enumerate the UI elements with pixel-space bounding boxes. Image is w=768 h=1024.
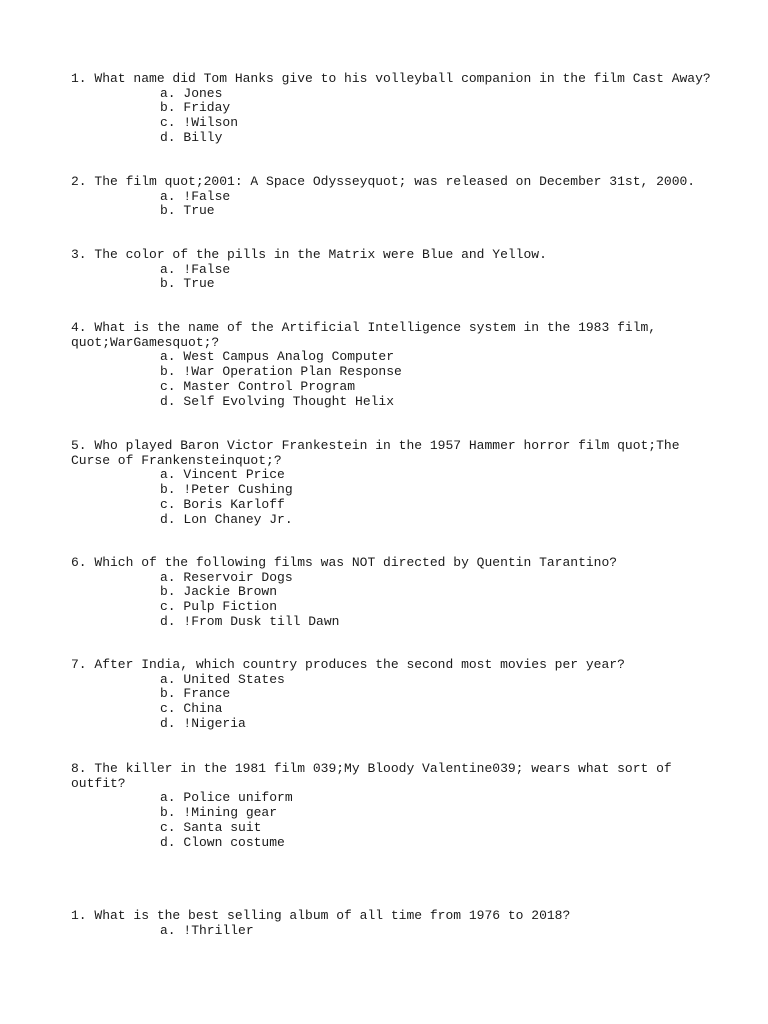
answer-option: c. China [160, 701, 223, 717]
answer-option: b. !Mining gear [160, 805, 278, 821]
question-2 [71, 175, 711, 219]
answer-option: b. True [160, 203, 215, 219]
question-1 [71, 72, 711, 146]
answer-options [71, 87, 711, 146]
answer-option: a. !Thriller [160, 922, 254, 938]
answer-option: a. !False [160, 261, 231, 277]
question-text: 1. What is the best selling album of all time from 1976 to 2018? [71, 908, 571, 923]
question-7 [71, 658, 711, 732]
answer-option: d. Self Evolving Thought Helix [160, 393, 395, 409]
answer-options [71, 468, 711, 527]
answer-option: a. Police uniform [160, 790, 293, 806]
answer-option: b. Friday [160, 100, 231, 116]
answer-options [71, 263, 711, 292]
question-text: 4. What is the name of the Artificial Intelligence system in the 1983 film, quot;WarGamesquot;? [71, 320, 657, 350]
answer-options [71, 571, 711, 630]
question-text: 7. After India, which country produces the second most movies per year? [71, 657, 625, 672]
question-text: 5. Who played Baron Victor Frankestein in the 1957 Hammer horror film quot;The Curse of Frankensteinquot;? [71, 438, 680, 468]
answer-option: d. Clown costume [160, 834, 285, 850]
answer-option: c. Santa suit [160, 819, 262, 835]
answer-option: b. France [160, 686, 231, 702]
answer-option: a. !False [160, 188, 231, 204]
answer-options [71, 791, 711, 850]
answer-option: a. Vincent Price [160, 467, 285, 483]
question-6 [71, 556, 711, 630]
answer-option: a. Reservoir Dogs [160, 569, 293, 585]
answer-options [71, 190, 711, 219]
answer-option: b. !War Operation Plan Response [160, 364, 402, 380]
answer-options [71, 924, 711, 939]
answer-option: d. Lon Chaney Jr. [160, 511, 293, 527]
answer-options [71, 350, 711, 409]
answer-option: d. Billy [160, 129, 223, 145]
question-4 [71, 321, 711, 409]
answer-option: c. Master Control Program [160, 378, 356, 394]
question-9 [71, 909, 711, 938]
answer-option: b. !Peter Cushing [160, 482, 293, 498]
answer-option: b. True [160, 276, 215, 292]
question-8 [71, 762, 711, 850]
answer-option: a. United States [160, 671, 285, 687]
question-text: 6. Which of the following films was NOT directed by Quentin Tarantino? [71, 555, 618, 570]
answer-option: c. Pulp Fiction [160, 599, 278, 615]
answer-options [71, 673, 711, 732]
answer-option: a. West Campus Analog Computer [160, 349, 395, 365]
question-5 [71, 439, 711, 527]
question-text: 3. The color of the pills in the Matrix were Blue and Yellow. [71, 247, 547, 262]
question-3 [71, 248, 711, 292]
answer-option: d. !From Dusk till Dawn [160, 613, 340, 629]
answer-option: c. Boris Karloff [160, 496, 285, 512]
answer-option: b. Jackie Brown [160, 584, 278, 600]
answer-option: a. Jones [160, 85, 223, 101]
question-text: 2. The film quot;2001: A Space Odysseyquot; was released on December 31st, 2000. [71, 174, 696, 189]
answer-option: c. !Wilson [160, 115, 239, 131]
question-text: 8. The killer in the 1981 film 039;My Bloody Valentine039; wears what sort of outfit? [71, 761, 672, 791]
answer-option: d. !Nigeria [160, 715, 246, 731]
question-text: 1. What name did Tom Hanks give to his volleyball companion in the film Cast Away? [71, 71, 711, 86]
